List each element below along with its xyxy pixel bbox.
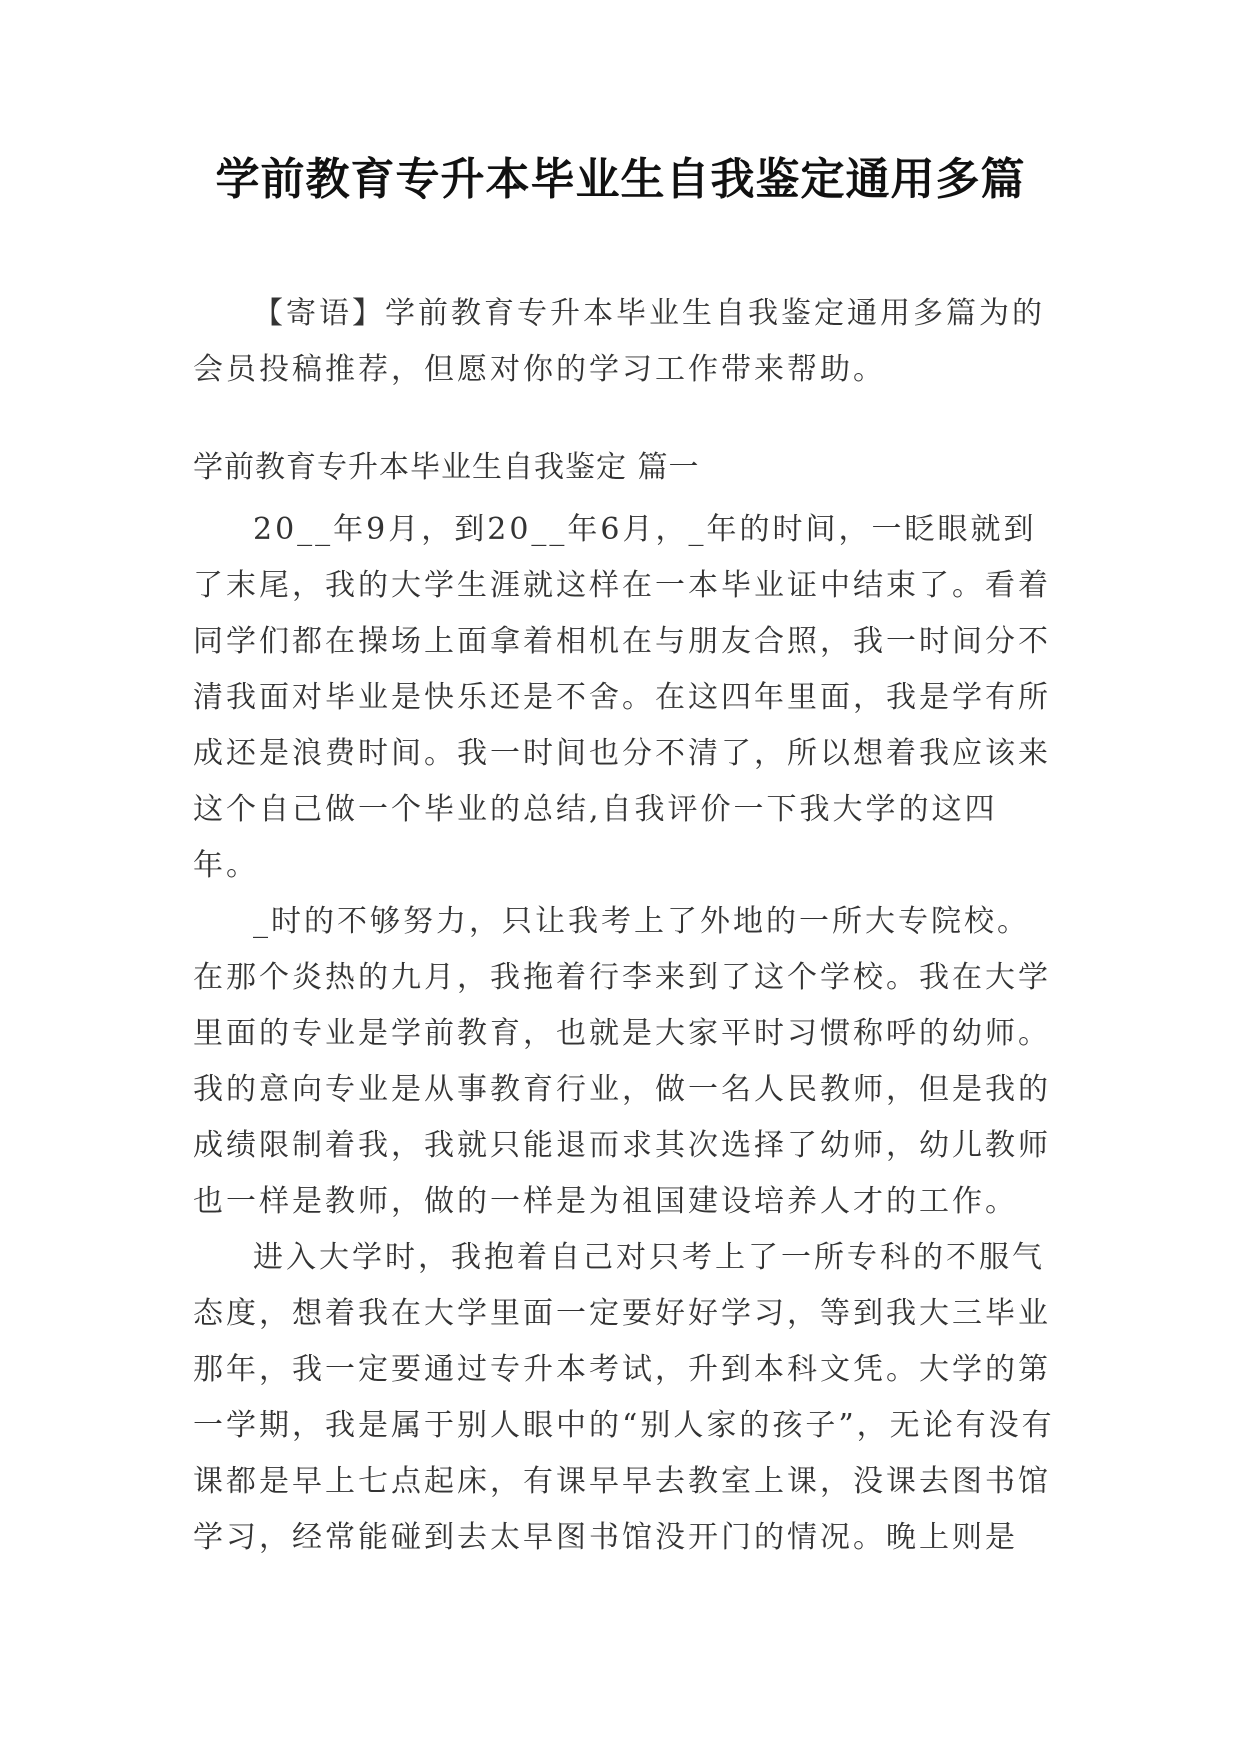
document-title: 学前教育专升本毕业生自我鉴定通用多篇: [215, 154, 1026, 205]
body-paragraph: 进入大学时，我抱着自己对只考上了一所专科的不服气态度，想着我在大学里面一定要好好学习，等到我大三毕业那年，我一定要通过专升本考试，升到本科文凭。大学的第一学期，我是属于别人眼中的“别人家的孩子”，无论有没有课都是早上七点起床，有课早早去教室上课，没课去图书馆学习，经常能碰到去太早图书馆没开门的情况。晚上则是: [193, 1240, 1055, 1555]
document-body: [193, 286, 1055, 1566]
intro-paragraph: 【寄语】学前教育专升本毕业生自我鉴定通用多篇为的会员投稿推荐，但愿对你的学习工作带来帮助。: [193, 296, 1045, 387]
section-heading: 学前教育专升本毕业生自我鉴定 篇一: [193, 450, 700, 485]
body-paragraph: _时的不够努力，只让我考上了外地的一所大专院校。在那个炎热的九月，我拖着行李来到了这个学校。我在大学里面的专业是学前教育，也就是大家平时习惯称呼的幼师。我的意向专业是从事教育行业，做一名人民教师，但是我的成绩限制着我，我就只能退而求其次选择了幼师，幼儿教师也一样是教师，做的一样是为祖国建设培养人才的工作。: [193, 904, 1051, 1219]
body-paragraph: 20__年9月，到20__年6月，_年的时间，一眨眼就到了末尾，我的大学生涯就这样在一本毕业证中结束了。看着同学们都在操场上面拿着相机在与朋友合照，我一时间分不清我面对毕业是快乐还是不舍。在这四年里面，我是学有所成还是浪费时间。我一时间也分不清了，所以想着我应该来这个自己做一个毕业的总结,自我评价一下我大学的这四年。: [193, 512, 1051, 883]
